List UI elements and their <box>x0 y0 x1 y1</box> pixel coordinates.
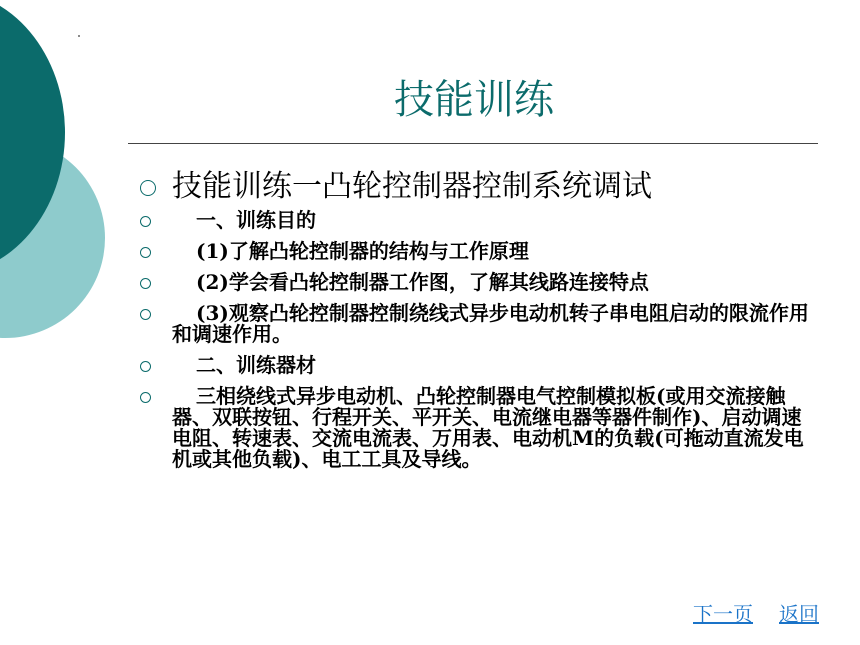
next-page-link[interactable]: 下一页 <box>693 602 753 626</box>
list-item <box>138 272 818 293</box>
title-divider <box>128 143 818 144</box>
list-item <box>138 355 818 376</box>
slide-title: 技能训练 <box>394 77 554 123</box>
list-item <box>138 386 818 470</box>
list-item <box>138 303 818 345</box>
list-item-text: 三相绕线式异步电动机、凸轮控制器电气控制模拟板(或用交流接触器、双联按钮、行程开关、平开关、电流继电器等器件制作)、启动调速电阻、转速表、交流电流表、万用表、电动机M的负载(可拖动直流发电机或其他负载)、电工工具及导线。 <box>172 384 804 471</box>
circle-bullet-icon <box>140 392 151 403</box>
list-item <box>138 168 818 206</box>
list-item-text: (2)学会看凸轮控制器工作图，了解其线路连接特点 <box>196 270 649 294</box>
circle-bullet-icon <box>140 216 151 227</box>
circle-bullet-icon <box>140 309 151 320</box>
circle-bullet-icon <box>140 180 156 196</box>
list-item-text: 一、训练目的 <box>196 208 316 232</box>
list-item-text: 二、训练器材 <box>196 353 316 377</box>
list-item <box>138 241 818 262</box>
decorative-dot <box>78 35 80 37</box>
list-item-text: (1)了解凸轮控制器的结构与工作原理 <box>196 239 529 263</box>
list-item-text: (3)观察凸轮控制器控制绕线式异步电动机转子串电阻启动的限流作用和调速作用。 <box>172 301 809 346</box>
list-item <box>138 210 818 231</box>
circle-bullet-icon <box>140 278 151 289</box>
circle-bullet-icon <box>140 361 151 372</box>
circle-bullet-icon <box>140 247 151 258</box>
back-link[interactable]: 返回 <box>779 602 819 626</box>
list-item-text: 技能训练一凸轮控制器控制系统调试 <box>172 169 652 204</box>
bullet-list <box>138 168 818 480</box>
